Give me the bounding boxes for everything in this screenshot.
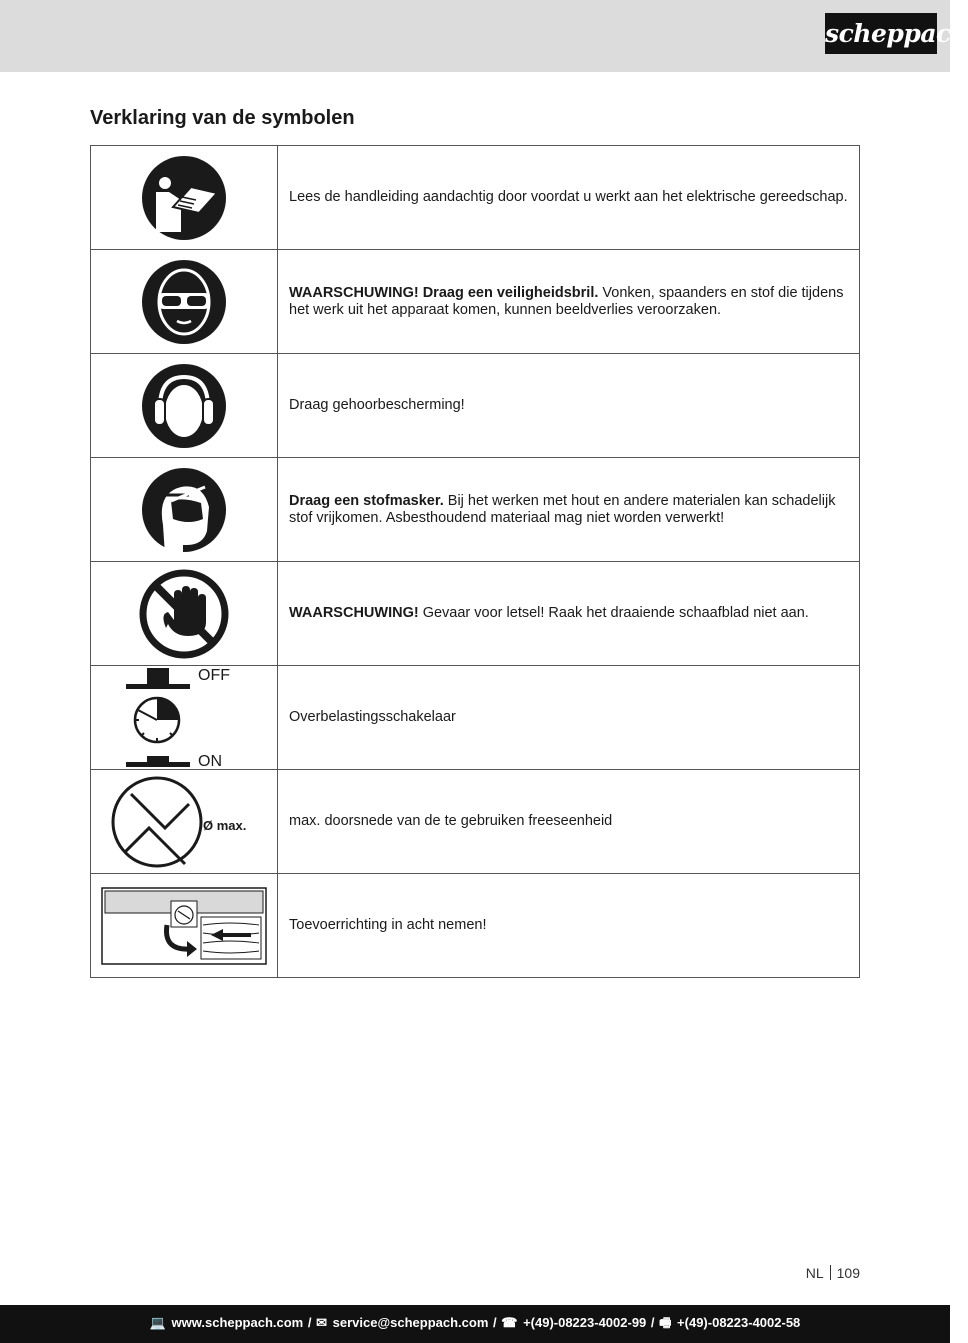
scheppach-logo: scheppach: [825, 13, 937, 54]
table-row: [91, 458, 860, 562]
off-label: OFF: [198, 667, 230, 684]
website-link[interactable]: www.scheppach.com: [171, 1315, 304, 1330]
symbol-description: WAARSCHUWING! Gevaar voor letsel! Raak het draaiende schaafblad niet aan.: [278, 562, 860, 666]
table-row: [91, 874, 860, 978]
on-label: ON: [198, 753, 222, 770]
table-row: [91, 250, 860, 354]
dust-mask-icon: [91, 458, 278, 562]
symbol-description: WAARSCHUWING! Draag een veiligheidsbril. Vonken, spaanders en stof die tijdens het werk uit het apparaat komen, kunnen beeldverlies veroorzaken.: [278, 250, 860, 354]
phone-icon: ☎: [501, 1315, 518, 1330]
email-link[interactable]: service@scheppach.com: [332, 1315, 489, 1330]
symbol-description: Toevoerrichting in acht nemen!: [278, 874, 860, 978]
fax-icon: 🖷: [659, 1315, 672, 1330]
table-row: [91, 354, 860, 458]
header-bar: [0, 0, 968, 72]
overload-switch-icon: [91, 666, 278, 770]
symbol-description: Draag een stofmasker. Bij het werken met hout en andere materialen kan schadelijk stof vrijkomen. Asbesthoudend materiaal mag niet worden verwerkt!: [278, 458, 860, 562]
computer-icon: 💻: [149, 1315, 166, 1330]
max-diameter-icon: [91, 770, 278, 874]
page-number: NL 109: [805, 1265, 860, 1281]
table-row: [91, 666, 860, 770]
symbol-description: Draag gehoorbescherming!: [278, 354, 860, 458]
symbol-description: Lees de handleiding aandachtig door voordat u werkt aan het elektrische gereedschap.: [278, 146, 860, 250]
symbol-description: max. doorsnede van de te gebruiken freeseenheid: [278, 770, 860, 874]
read-manual-icon: [91, 146, 278, 250]
footer-contact-bar: 💻 www.scheppach.com / ✉ service@scheppach.com / ☎ +(49)-08223-4002-99 / 🖷 +(49)-08223-4002-58: [0, 1305, 950, 1343]
table-row: [91, 562, 860, 666]
no-hands-icon: [91, 562, 278, 666]
symbol-description: Overbelastingsschakelaar: [278, 666, 860, 770]
email-icon: ✉: [316, 1315, 327, 1330]
ear-protection-icon: [91, 354, 278, 458]
safety-goggles-icon: [91, 250, 278, 354]
symbols-table: [90, 145, 860, 978]
fax-number: +(49)-08223-4002-58: [677, 1315, 801, 1330]
table-row: [91, 146, 860, 250]
page-title: Verklaring van de symbolen: [90, 107, 355, 129]
max-diameter-label: Ø max.: [203, 817, 247, 833]
feed-direction-icon: [91, 874, 278, 978]
table-row: [91, 770, 860, 874]
phone-number: +(49)-08223-4002-99: [523, 1315, 647, 1330]
